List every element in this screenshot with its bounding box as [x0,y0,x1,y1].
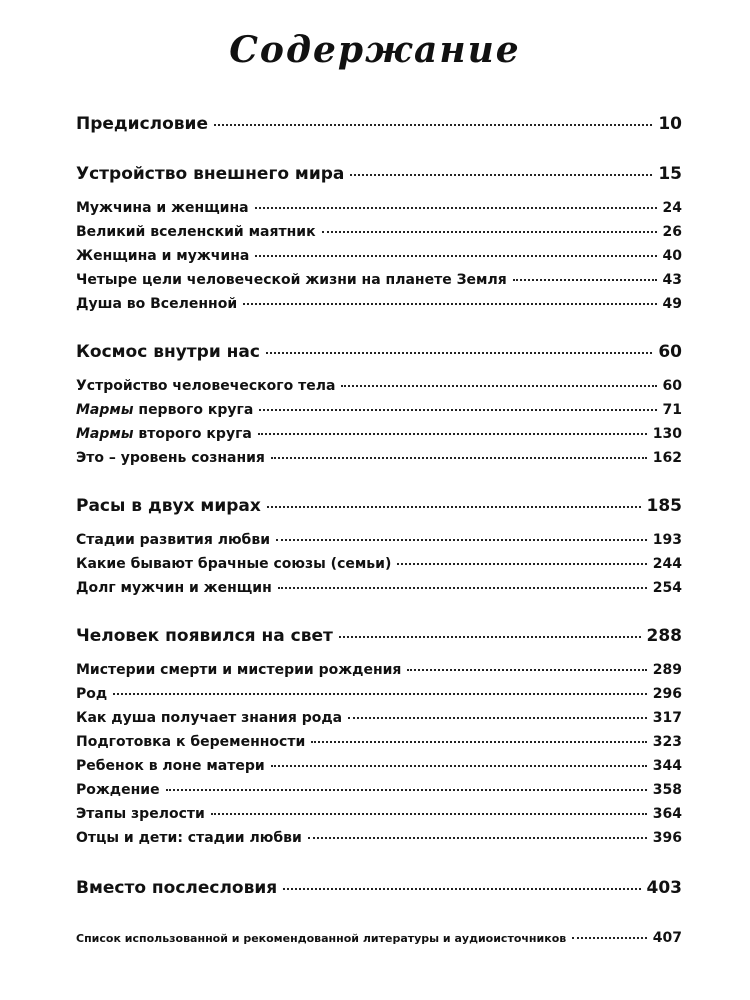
toc-entry-page: 317 [652,710,682,726]
toc-entry-label: Устройство внешнего мира [76,164,345,184]
leader-dots [350,174,652,176]
leader-dots [311,741,646,743]
leader-dots [243,303,656,305]
toc-entry-label: Список использованной и рекомендованной литературы и аудиоисточников [76,932,567,945]
toc-entry [76,758,682,778]
leader-dots [258,433,647,435]
leader-dots [308,837,647,839]
toc-entry-page: 407 [652,930,682,946]
toc-entry-label: Мужчина и женщина [76,200,249,216]
leader-dots [259,409,656,411]
toc-entry-label: Женщина и мужчина [76,248,250,264]
leader-dots [572,937,647,939]
toc-entry-page: 185 [646,496,682,516]
toc-entry-label: Стадии развития любви [76,532,271,548]
toc-entry-label: Как душа получает знания рода [76,710,343,726]
leader-dots [513,279,657,281]
toc-entry [76,930,682,948]
leader-dots [341,385,656,387]
toc-entry-page: 403 [646,878,682,898]
toc-entry-page: 162 [652,450,682,466]
toc-entry-page: 358 [652,782,682,798]
toc-entry-label: Этапы зрелости [76,806,205,822]
toc-entry-label [76,426,252,442]
toc-entry [76,248,682,268]
toc-entry-label: Это – уровень сознания [76,450,265,466]
leader-dots [113,693,647,695]
leader-dots [397,563,646,565]
leader-dots [276,539,647,541]
toc-entry-label: Мистерии смерти и мистерии рождения [76,662,402,678]
leader-dots [271,457,647,459]
toc-entry-label: Подготовка к беременности [76,734,306,750]
toc-entry-page: 43 [662,272,682,288]
toc-entry-page: 289 [652,662,682,678]
toc-entry [76,114,682,138]
toc-entry-label-italic: Мармы [76,426,134,442]
toc-entry-page: 26 [662,224,682,240]
toc-entry-page: 364 [652,806,682,822]
toc-entry-page: 344 [652,758,682,774]
toc-entry [76,806,682,826]
toc-entry-label: Предисловие [76,114,208,134]
toc-entry-page: 60 [662,378,682,394]
leader-dots [255,255,656,257]
toc-entry [76,830,682,850]
leader-dots [283,888,640,890]
toc-entry [76,224,682,244]
toc-entry [76,686,682,706]
toc-entry [76,402,682,422]
toc-entry-page: 254 [652,580,682,596]
toc-entry-page: 60 [658,342,682,362]
toc-entry [76,496,682,520]
toc-entry [76,662,682,682]
toc-entry [76,342,682,366]
toc-entry [76,450,682,470]
toc-entry-page: 323 [652,734,682,750]
toc-entry [76,378,682,398]
toc-entry [76,626,682,650]
toc-entry-page: 193 [652,532,682,548]
toc-entry-label: Долг мужчин и женщин [76,580,272,596]
toc-entry-label: Отцы и дети: стадии любви [76,830,302,846]
page-title: Содержание [229,29,521,71]
toc-entry-page: 71 [662,402,682,418]
toc-entry-label: Вместо послесловия [76,878,278,898]
toc-entry-page: 49 [662,296,682,312]
toc-entry-label-italic: Мармы [76,402,134,418]
toc-entry-label [76,402,253,418]
toc-entry-label: Род [76,686,108,702]
toc-entry-page: 396 [652,830,682,846]
toc-entry [76,580,682,600]
toc-entry-label: Душа во Вселенной [76,296,238,312]
toc-entry-label: Какие бывают брачные союзы (семьи) [76,556,392,572]
toc-entry [76,296,682,316]
leader-dots [166,789,647,791]
toc-entry-label: Великий вселенский маятник [76,224,316,240]
leader-dots [322,231,657,233]
toc-entry-label-rest: второго круга [133,426,252,442]
leader-dots [267,506,641,508]
toc-entry [76,734,682,754]
leader-dots [271,765,647,767]
leader-dots [266,352,652,354]
toc-entry [76,782,682,802]
toc-entry-page: 10 [658,114,682,134]
toc-entry-label: Космос внутри нас [76,342,260,362]
leader-dots [214,124,652,126]
toc-entry-page: 244 [652,556,682,572]
toc-entry-label: Рождение [76,782,160,798]
leader-dots [278,587,647,589]
toc-entry-page: 130 [652,426,682,442]
toc-entry [76,878,682,902]
toc-entry-page: 40 [662,248,682,264]
toc-entry-label: Четыре цели человеческой жизни на планете Земля [76,272,507,288]
leader-dots [255,207,657,209]
toc-entry-label: Человек появился на свет [76,626,333,646]
toc-entry [76,426,682,446]
toc-entry [76,532,682,552]
toc-entry [76,200,682,220]
toc-entry-label: Устройство человеческого тела [76,378,336,394]
toc-entry [76,556,682,576]
toc-entry-label: Ребенок в лоне матери [76,758,265,774]
leader-dots [407,669,646,671]
leader-dots [348,717,647,719]
toc-entry [76,710,682,730]
toc-entry-page: 288 [646,626,682,646]
toc-entry-page: 296 [652,686,682,702]
toc-entry [76,164,682,188]
toc-entry-label-rest: первого круга [133,402,254,418]
toc-entry-page: 15 [658,164,682,184]
leader-dots [339,636,641,638]
leader-dots [211,813,647,815]
toc-entry [76,272,682,292]
toc-entry-label: Расы в двух мирах [76,496,261,516]
toc-entry-page: 24 [662,200,682,216]
